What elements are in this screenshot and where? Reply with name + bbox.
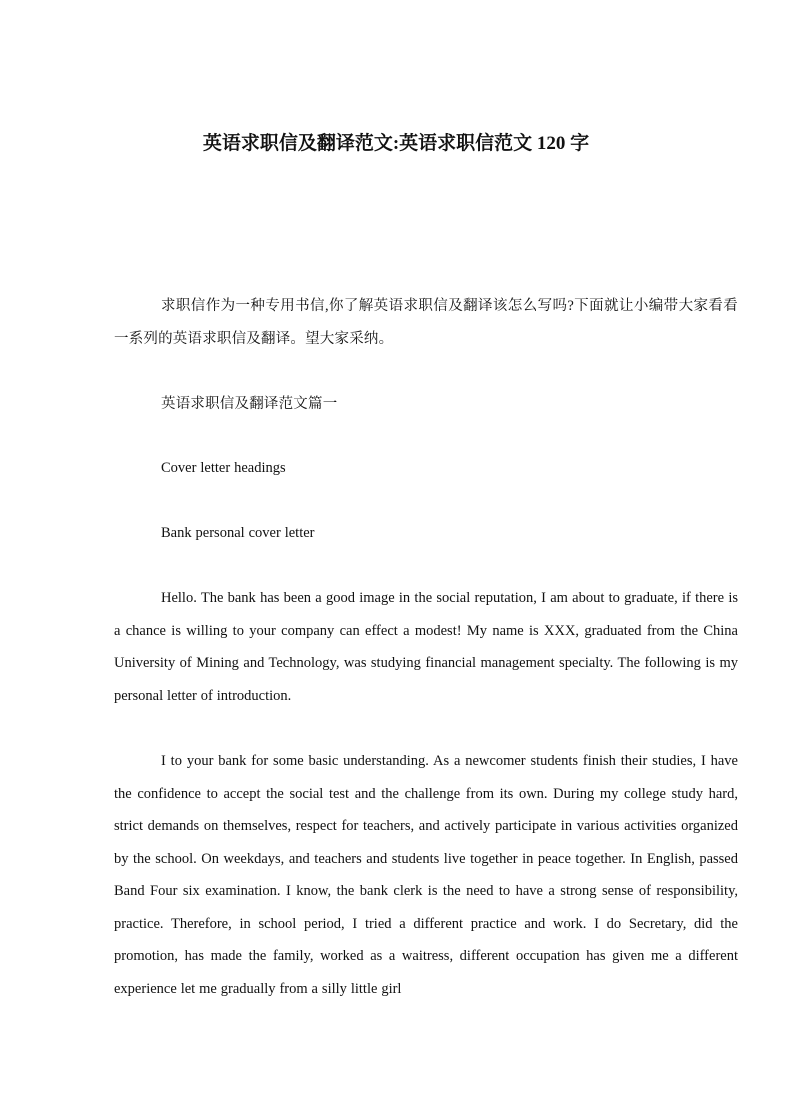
body-paragraph: I to your bank for some basic understanding. As a newcomer students finish their studies, I have the confidence to accept the social test and the challenge from its own. During my college study hard, strict demands on themselves, respect for teachers, and actively participate in various activities organized by the school. On weekdays, and teachers and students live together in peace together. In English, passed Band Four six examination. I know, the bank clerk is the need to have a strong sense of responsibility, practice. Therefore, in school period, I tried a different practice and work. I do Secretary, did the promotion, has made the family, worked as a waitress, different occupation has given me a different experience let me gradually from a silly little girl	[114, 753, 738, 997]
intro-paragraph: 求职信作为一种专用书信,你了解英语求职信及翻译该怎么写吗?下面就让小编带大家看看一系列的英语求职信及翻译。望大家采纳。	[114, 298, 738, 347]
letter-title: Bank personal cover letter	[161, 525, 315, 541]
section-heading: 英语求职信及翻译范文篇一	[161, 396, 338, 412]
greeting-paragraph: Hello. The bank has been a good image in the social reputation, I am about to graduate, if there is a chance is willing to your company can effect a modest! My name is XXX, graduated from the China University of Mining and Technology, was studying financial management specialty. The following is my personal letter of introduction.	[114, 590, 738, 704]
page-title: 英语求职信及翻译范文:英语求职信范文 120 字	[202, 133, 590, 154]
cover-letter-heading: Cover letter headings	[161, 460, 286, 476]
